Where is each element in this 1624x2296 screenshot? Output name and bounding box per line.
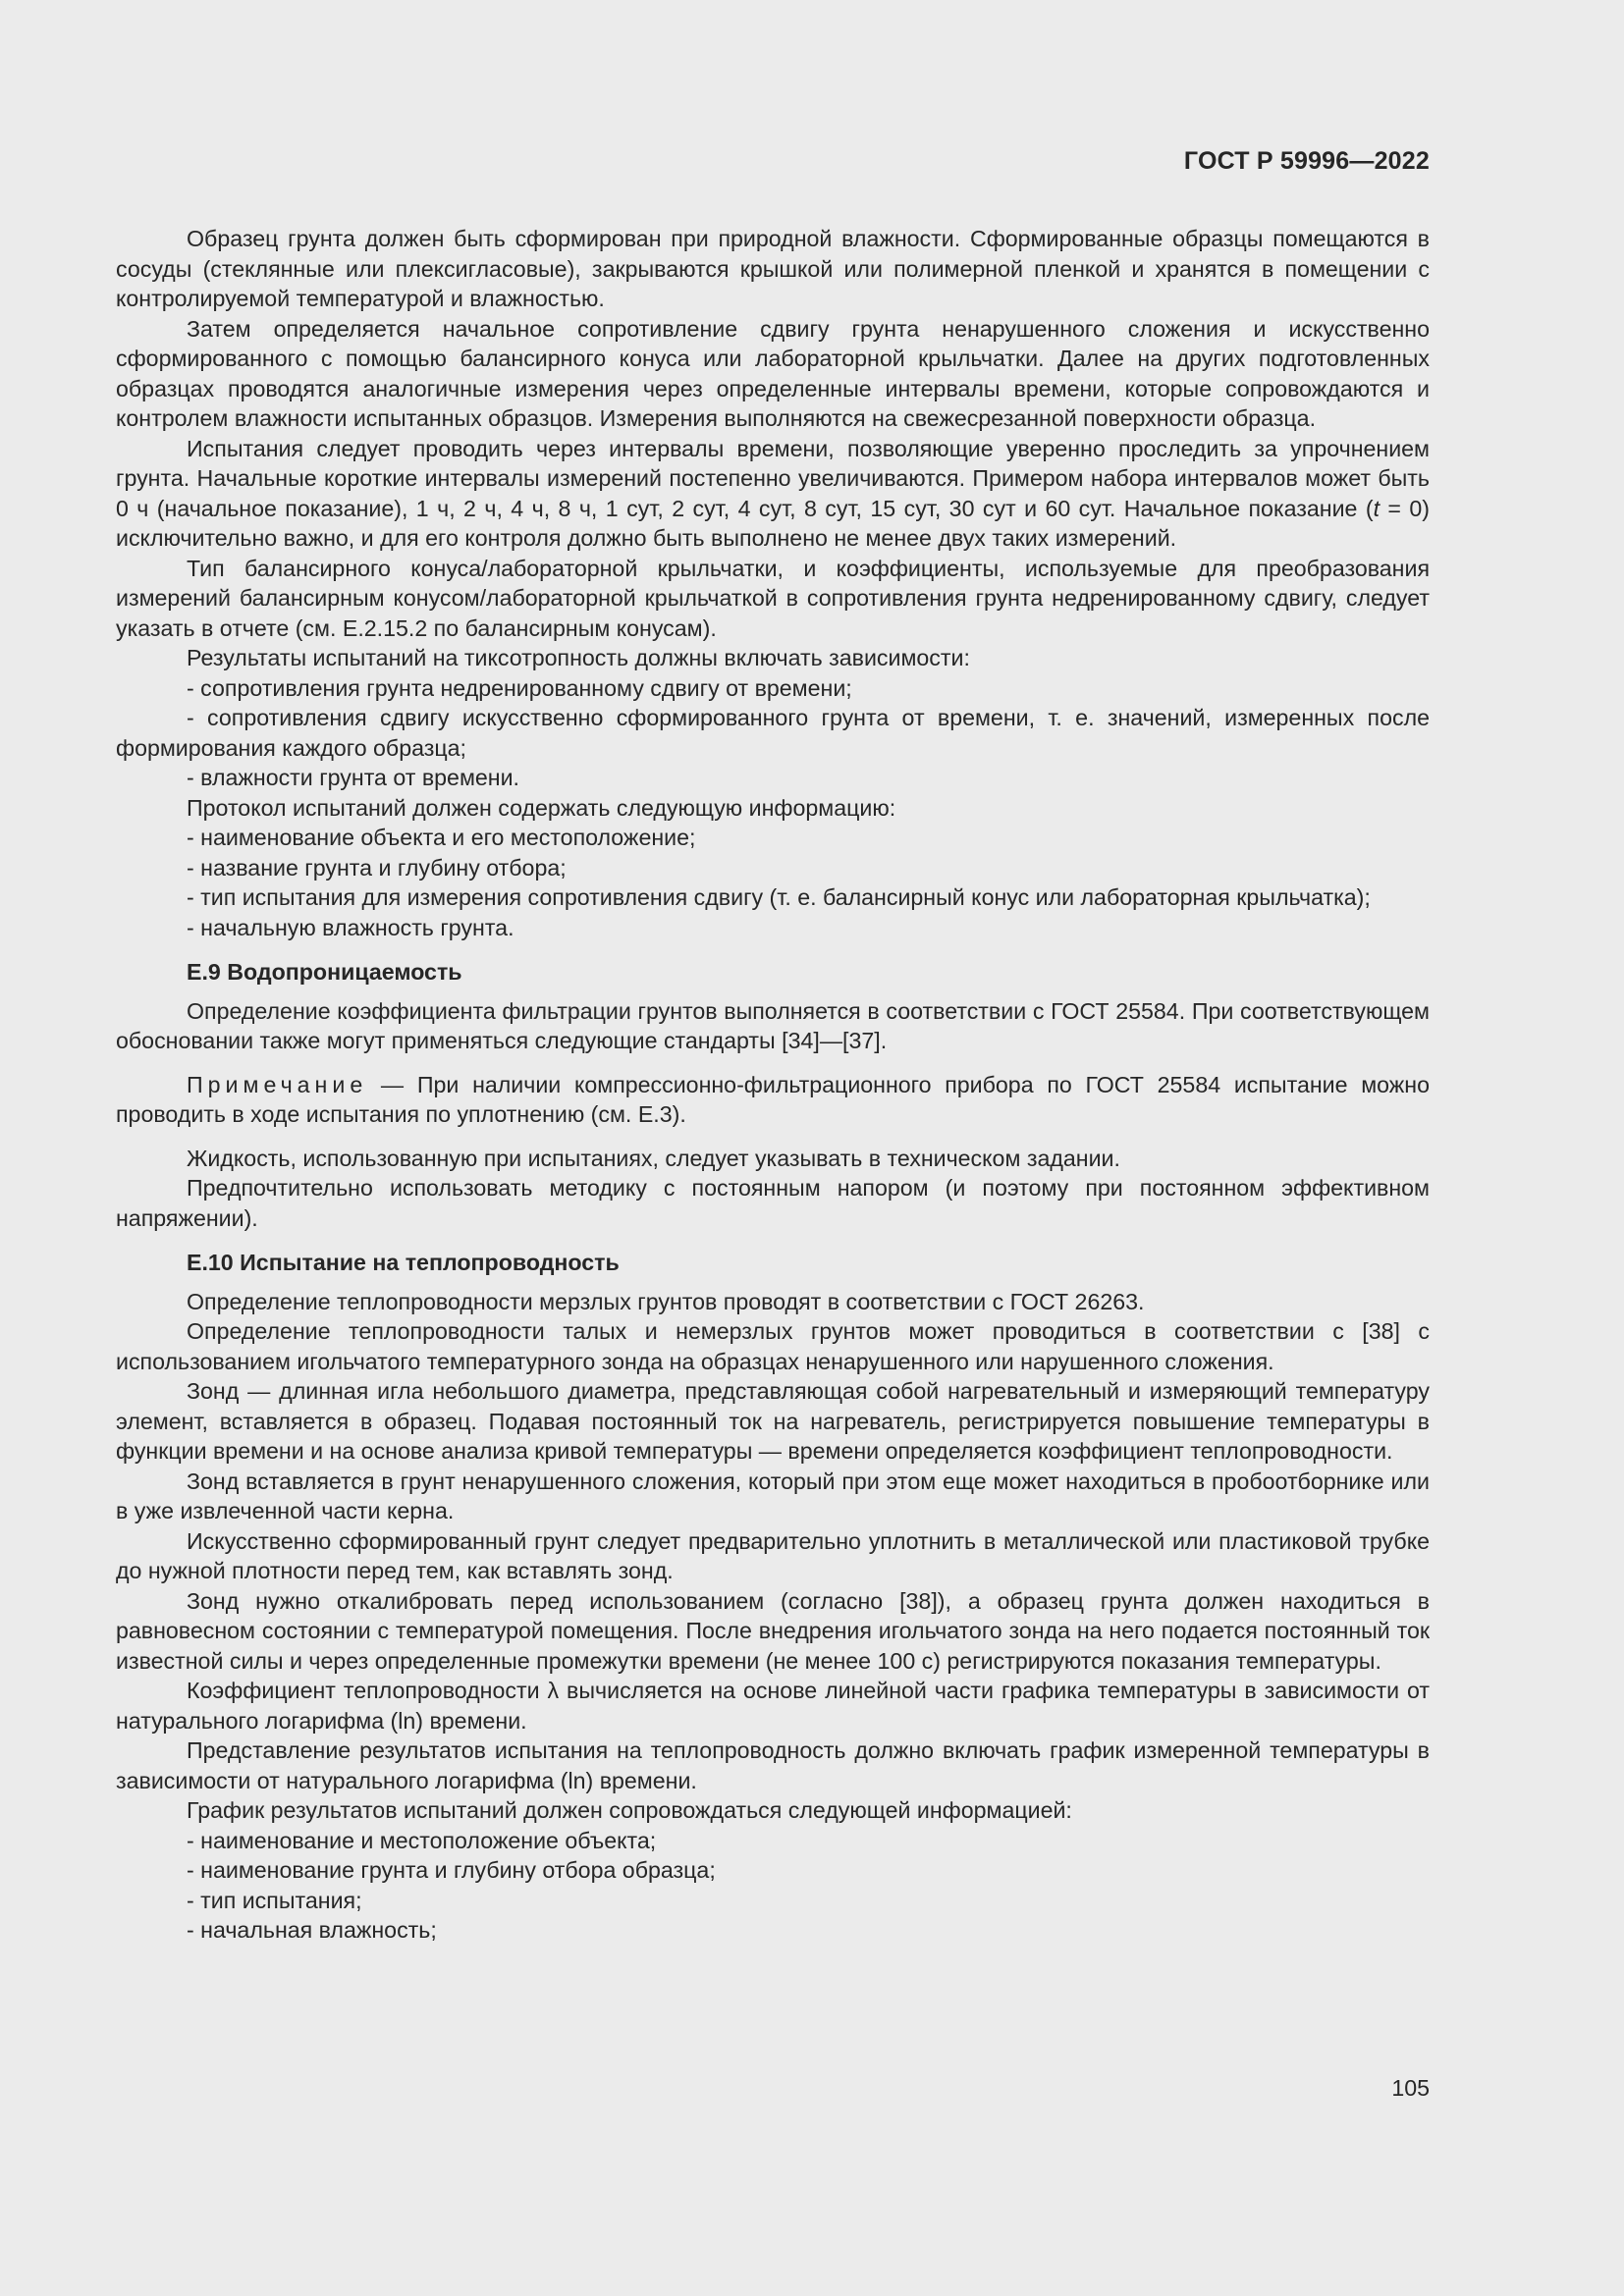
list-item: - тип испытания для измерения сопротивления сдвигу (т. е. балансирный конус или лабораторная крыльчатка); xyxy=(187,884,1371,910)
list-item: - название грунта и глубину отбора; xyxy=(187,854,567,881)
page-number: 105 xyxy=(1391,2075,1430,2101)
paragraph: Коэффициент теплопроводности λ вычисляется на основе линейной части графика температуры в зависимости от натурального логарифма (ln) времени. xyxy=(116,1678,1430,1734)
document-page xyxy=(116,0,1430,2296)
paragraph: Зонд вставляется в грунт ненарушенного сложения, который при этом еще может находиться в пробоотборнике или в уже извлеченной части керна. xyxy=(116,1468,1430,1523)
list-item: - наименование и местоположение объекта; xyxy=(187,1827,657,1853)
paragraph: Результаты испытаний на тиксотропность должны включать зависимости: xyxy=(187,645,970,670)
list-item: - сопротивления грунта недренированному сдвигу от времени; xyxy=(187,674,852,701)
paragraph-text: Испытания следует проводить через интервалы времени, позволяющие уверенно проследить за упрочнением грунта. Начальные короткие интервалы измерений постепенно увеличиваются. Примером набора интервалов может быть 0 ч (начальное показание), 1 ч, 2 ч, 4 ч, 8 ч, 1 сут, 2 сут, 4 сут, 8 сут, 15 сут, 30 сут и 60 сут. Начальное показание ( xyxy=(116,435,1430,521)
paragraph: Протокол испытаний должен содержать следующую информацию: xyxy=(187,794,896,821)
paragraph: Образец грунта должен быть сформирован при природной влажности. Сформированные образцы помещаются в сосуды (стеклянные или плексигласовые), закрываются крышкой или полимерной пленкой и хранятся в помещении с контролируемой температурой и влажностью. xyxy=(116,226,1430,311)
paragraph: Зонд нужно откалибровать перед использованием (согласно [38]), а образец грунта должен находиться в равновесном состоянии с температурой помещения. После внедрения игольчатого зонда на него подается постоянный ток известной силы и через определенные промежутки времени (не менее 100 с) регистрируются показания температуры. xyxy=(116,1587,1430,1674)
list-item: - начальную влажность грунта. xyxy=(187,914,514,940)
paragraph: Затем определяется начальное сопротивление сдвигу грунта ненарушенного сложения и искусственно сформированного с помощью балансирного конуса или лабораторной крыльчатки. Далее на других подготовленных образцах проводятся аналогичные измерения через определенные интервалы времени, которые сопровождаются и контролем влажности испытанных образцов. Измерения выполняются на свежесрезанной поверхности образца. xyxy=(116,315,1430,431)
paragraph: Предпочтительно использовать методику с постоянным напором (и поэтому при постоянном эффективном напряжении). xyxy=(116,1175,1430,1231)
document-body xyxy=(116,224,1430,1946)
paragraph: Жидкость, использованную при испытаниях, следует указывать в техническом задании. xyxy=(187,1145,1120,1171)
list-item: - сопротивления сдвигу искусственно сформированного грунта от времени, т. е. значений, измеренных после формирования каждого образца; xyxy=(116,705,1430,761)
paragraph: Представление результатов испытания на теплопроводность должно включать график измеренной температуры в зависимости от натурального логарифма (ln) времени. xyxy=(116,1737,1430,1793)
paragraph-text: = 0) исключительно важно, и для его контроля должно быть выполнено не менее двух таких измерений. xyxy=(116,495,1431,551)
paragraph: Определение коэффициента фильтрации грунтов выполняется в соответствии с ГОСТ 25584. При соответствующем обосновании также могут применяться следующие стандарты [34]—[37]. xyxy=(116,997,1430,1053)
section-heading-e9: Е.9 Водопроницаемость xyxy=(187,959,462,985)
paragraph: Искусственно сформированный грунт следует предварительно уплотнить в металлической или пластиковой трубке до нужной плотности перед тем, как вставлять зонд. xyxy=(116,1527,1430,1583)
list-item: - наименование грунта и глубину отбора образца; xyxy=(187,1857,716,1883)
paragraph: Зонд — длинная игла небольшого диаметра, представляющая собой нагревательный и измеряющий температуру элемент, вставляется в образец. Подавая постоянный ток на нагреватель, регистрируется повышение температуры в функции времени и на основе анализа кривой температуры — времени определяется коэффициент теплопроводности. xyxy=(116,1378,1430,1464)
paragraph xyxy=(116,434,1430,554)
note-text: — При наличии компрессионно-фильтрационного прибора по ГОСТ 25584 испытание можно проводить в ходе испытания по уплотнению (см. Е.3). xyxy=(116,1071,1430,1127)
list-item: - влажности грунта от времени. xyxy=(187,765,519,790)
list-item: - наименование объекта и его местоположение; xyxy=(187,825,696,850)
document-header: ГОСТ Р 59996—2022 xyxy=(1183,147,1430,175)
section-heading-e10: Е.10 Испытание на теплопроводность xyxy=(187,1250,620,1275)
time-variable: t xyxy=(1373,495,1380,521)
paragraph: Тип балансирного конуса/лабораторной крыльчатки, и коэффициенты, используемые для преобразования измерений балансирным конусом/лабораторной крыльчаткой в сопротивления грунта недренированному сдвигу, следует указать в отчете (см. Е.2.15.2 по балансирным конусам). xyxy=(116,555,1430,641)
paragraph: Определение теплопроводности мерзлых грунтов проводят в соответствии с ГОСТ 26263. xyxy=(187,1288,1145,1314)
list-item: - начальная влажность; xyxy=(187,1917,437,1943)
list-item: - тип испытания; xyxy=(187,1887,362,1913)
paragraph: Определение теплопроводности талых и немерзлых грунтов может проводиться в соответствии с [38] с использованием игольчатого температурного зонда на образцах ненарушенного или нарушенного сложения. xyxy=(116,1318,1430,1374)
paragraph: График результатов испытаний должен сопровождаться следующей информацией: xyxy=(187,1797,1072,1823)
note xyxy=(116,1070,1430,1130)
note-label: Примечание xyxy=(187,1071,368,1097)
